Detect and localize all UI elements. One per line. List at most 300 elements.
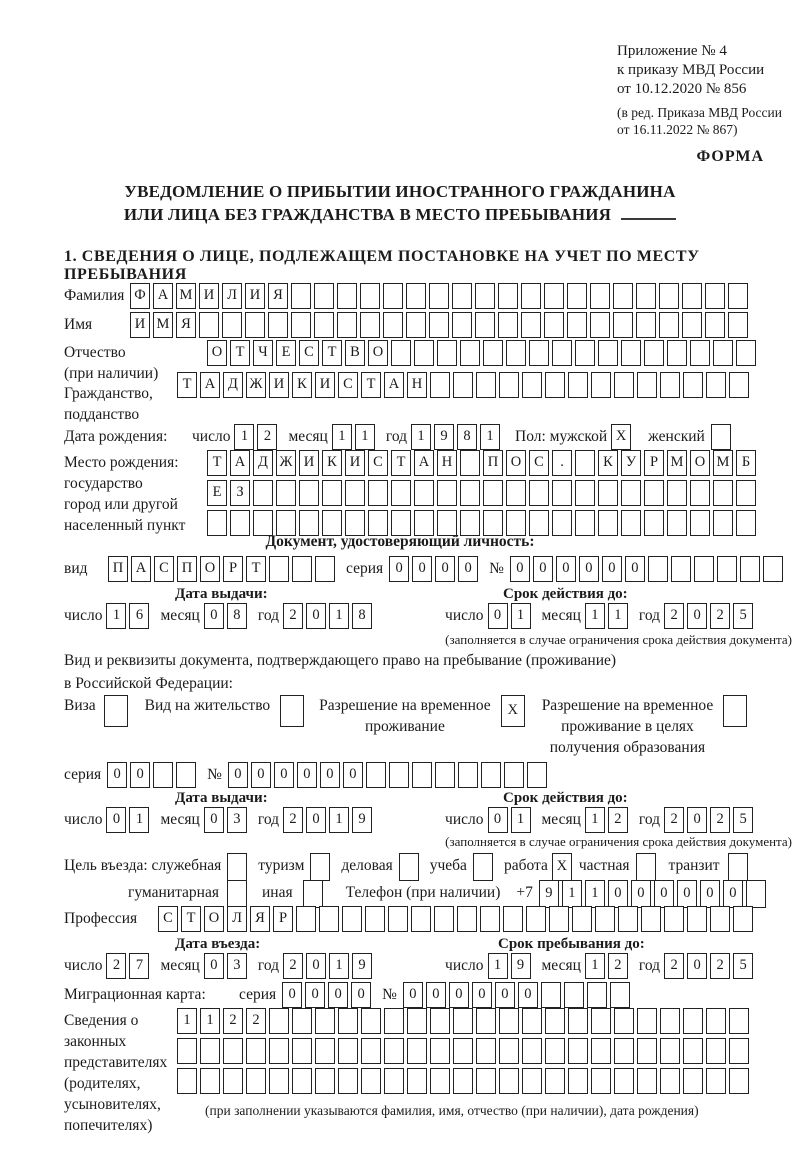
char-box[interactable]: Д bbox=[223, 372, 243, 398]
char-box[interactable] bbox=[269, 1068, 289, 1094]
char-box[interactable] bbox=[590, 283, 610, 309]
purpose-study-checkbox[interactable] bbox=[473, 853, 496, 881]
phone-field[interactable] bbox=[539, 880, 769, 908]
char-box[interactable] bbox=[711, 424, 731, 450]
char-box[interactable] bbox=[706, 1008, 726, 1034]
char-box[interactable]: Р bbox=[644, 450, 664, 476]
purpose-business-checkbox[interactable] bbox=[399, 853, 422, 881]
purpose-tourism-checkbox[interactable] bbox=[310, 853, 333, 881]
permit-issue-month-field[interactable] bbox=[204, 807, 250, 833]
char-box[interactable]: А bbox=[414, 450, 434, 476]
char-box[interactable]: 1 bbox=[329, 953, 349, 979]
char-box[interactable]: 1 bbox=[106, 603, 126, 629]
char-box[interactable] bbox=[361, 1038, 381, 1064]
char-box[interactable] bbox=[476, 372, 496, 398]
char-box[interactable] bbox=[429, 312, 449, 338]
char-box[interactable] bbox=[660, 372, 680, 398]
temp-permit-checkbox[interactable] bbox=[501, 695, 528, 727]
char-box[interactable] bbox=[345, 480, 365, 506]
char-box[interactable]: О bbox=[207, 340, 227, 366]
char-box[interactable] bbox=[368, 480, 388, 506]
char-box[interactable] bbox=[733, 906, 753, 932]
char-box[interactable] bbox=[429, 283, 449, 309]
char-box[interactable] bbox=[687, 906, 707, 932]
char-box[interactable]: С bbox=[154, 556, 174, 582]
char-box[interactable]: Е bbox=[276, 340, 296, 366]
char-box[interactable] bbox=[526, 906, 546, 932]
char-box[interactable]: К bbox=[598, 450, 618, 476]
char-box[interactable]: 0 bbox=[328, 982, 348, 1008]
char-box[interactable]: Ж bbox=[246, 372, 266, 398]
char-box[interactable] bbox=[529, 480, 549, 506]
stay-month-field[interactable] bbox=[585, 953, 631, 979]
char-box[interactable] bbox=[549, 906, 569, 932]
char-box[interactable]: 0 bbox=[305, 982, 325, 1008]
char-box[interactable] bbox=[476, 1008, 496, 1034]
entry-day-field[interactable] bbox=[106, 953, 152, 979]
char-box[interactable] bbox=[480, 906, 500, 932]
char-box[interactable]: 1 bbox=[585, 953, 605, 979]
char-box[interactable]: О bbox=[200, 556, 220, 582]
char-box[interactable] bbox=[411, 906, 431, 932]
char-box[interactable] bbox=[253, 480, 273, 506]
char-box[interactable] bbox=[614, 1038, 634, 1064]
char-box[interactable]: 2 bbox=[283, 953, 303, 979]
char-box[interactable] bbox=[522, 1038, 542, 1064]
char-box[interactable] bbox=[728, 283, 748, 309]
char-box[interactable] bbox=[430, 1008, 450, 1034]
char-box[interactable]: А bbox=[153, 283, 173, 309]
char-box[interactable]: X bbox=[552, 853, 572, 881]
char-box[interactable] bbox=[460, 480, 480, 506]
char-box[interactable] bbox=[383, 312, 403, 338]
char-box[interactable]: О bbox=[690, 450, 710, 476]
char-box[interactable] bbox=[399, 853, 419, 881]
char-box[interactable]: 0 bbox=[426, 982, 446, 1008]
char-box[interactable]: 0 bbox=[687, 807, 707, 833]
char-box[interactable]: 0 bbox=[251, 762, 271, 788]
char-box[interactable] bbox=[246, 1038, 266, 1064]
char-box[interactable] bbox=[659, 312, 679, 338]
char-box[interactable] bbox=[291, 312, 311, 338]
char-box[interactable] bbox=[503, 906, 523, 932]
char-box[interactable]: 1 bbox=[511, 603, 531, 629]
char-box[interactable] bbox=[506, 340, 526, 366]
char-box[interactable] bbox=[610, 982, 630, 1008]
char-box[interactable]: Я bbox=[268, 283, 288, 309]
char-box[interactable]: 0 bbox=[608, 880, 628, 908]
char-box[interactable] bbox=[682, 312, 702, 338]
char-box[interactable] bbox=[683, 1068, 703, 1094]
profession-field[interactable] bbox=[158, 906, 756, 932]
char-box[interactable] bbox=[567, 312, 587, 338]
char-box[interactable]: Ч bbox=[253, 340, 273, 366]
char-box[interactable] bbox=[315, 556, 335, 582]
char-box[interactable] bbox=[545, 1008, 565, 1034]
char-box[interactable]: 0 bbox=[488, 603, 508, 629]
char-box[interactable]: 6 bbox=[129, 603, 149, 629]
char-box[interactable]: Т bbox=[246, 556, 266, 582]
char-box[interactable] bbox=[763, 556, 783, 582]
char-box[interactable] bbox=[388, 906, 408, 932]
char-box[interactable] bbox=[476, 1068, 496, 1094]
char-box[interactable]: А bbox=[384, 372, 404, 398]
char-box[interactable] bbox=[414, 480, 434, 506]
char-box[interactable] bbox=[269, 1038, 289, 1064]
entry-year-field[interactable] bbox=[283, 953, 375, 979]
char-box[interactable]: В bbox=[345, 340, 365, 366]
purpose-work-checkbox[interactable] bbox=[552, 853, 575, 881]
char-box[interactable]: 0 bbox=[654, 880, 674, 908]
doc-valid-year-field[interactable] bbox=[664, 603, 756, 629]
char-box[interactable] bbox=[636, 283, 656, 309]
char-box[interactable]: 1 bbox=[329, 603, 349, 629]
char-box[interactable] bbox=[660, 1008, 680, 1034]
char-box[interactable]: 9 bbox=[511, 953, 531, 979]
char-box[interactable] bbox=[384, 1008, 404, 1034]
char-box[interactable]: Д bbox=[253, 450, 273, 476]
char-box[interactable] bbox=[613, 312, 633, 338]
given-name-field[interactable] bbox=[130, 312, 751, 338]
char-box[interactable]: 0 bbox=[449, 982, 469, 1008]
char-box[interactable] bbox=[227, 853, 247, 881]
char-box[interactable] bbox=[292, 556, 312, 582]
char-box[interactable] bbox=[337, 312, 357, 338]
char-box[interactable]: 2 bbox=[664, 807, 684, 833]
char-box[interactable] bbox=[476, 1038, 496, 1064]
char-box[interactable] bbox=[728, 853, 748, 881]
char-box[interactable]: Н bbox=[437, 450, 457, 476]
char-box[interactable]: 1 bbox=[177, 1008, 197, 1034]
char-box[interactable] bbox=[729, 1008, 749, 1034]
char-box[interactable]: 1 bbox=[332, 424, 352, 450]
char-box[interactable] bbox=[706, 1038, 726, 1064]
char-box[interactable] bbox=[360, 283, 380, 309]
char-box[interactable]: М bbox=[667, 450, 687, 476]
char-box[interactable]: И bbox=[345, 450, 365, 476]
char-box[interactable]: 3 bbox=[227, 953, 247, 979]
char-box[interactable]: 0 bbox=[306, 953, 326, 979]
char-box[interactable] bbox=[223, 1038, 243, 1064]
char-box[interactable] bbox=[499, 1008, 519, 1034]
char-box[interactable] bbox=[452, 283, 472, 309]
char-box[interactable] bbox=[637, 1008, 657, 1034]
char-box[interactable] bbox=[590, 312, 610, 338]
char-box[interactable]: 0 bbox=[687, 603, 707, 629]
char-box[interactable] bbox=[544, 283, 564, 309]
char-box[interactable] bbox=[227, 880, 247, 908]
char-box[interactable] bbox=[541, 982, 561, 1008]
char-box[interactable] bbox=[575, 450, 595, 476]
char-box[interactable]: 8 bbox=[352, 603, 372, 629]
char-box[interactable] bbox=[614, 372, 634, 398]
char-box[interactable]: 1 bbox=[585, 880, 605, 908]
char-box[interactable]: 1 bbox=[585, 807, 605, 833]
char-box[interactable]: П bbox=[108, 556, 128, 582]
char-box[interactable] bbox=[683, 1038, 703, 1064]
char-box[interactable] bbox=[705, 283, 725, 309]
doc-issue-day-field[interactable] bbox=[106, 603, 152, 629]
char-box[interactable] bbox=[292, 1038, 312, 1064]
char-box[interactable]: 1 bbox=[200, 1008, 220, 1034]
char-box[interactable]: X bbox=[501, 695, 525, 727]
char-box[interactable]: Л bbox=[222, 283, 242, 309]
char-box[interactable]: 0 bbox=[204, 603, 224, 629]
char-box[interactable]: 1 bbox=[355, 424, 375, 450]
residence-permit-checkbox[interactable] bbox=[280, 695, 307, 727]
char-box[interactable]: 2 bbox=[257, 424, 277, 450]
char-box[interactable]: 1 bbox=[488, 953, 508, 979]
char-box[interactable] bbox=[177, 1068, 197, 1094]
char-box[interactable] bbox=[545, 1038, 565, 1064]
char-box[interactable]: 5 bbox=[733, 603, 753, 629]
char-box[interactable]: 0 bbox=[351, 982, 371, 1008]
char-box[interactable] bbox=[564, 982, 584, 1008]
char-box[interactable] bbox=[572, 906, 592, 932]
char-box[interactable] bbox=[499, 1038, 519, 1064]
char-box[interactable] bbox=[667, 480, 687, 506]
char-box[interactable] bbox=[552, 480, 572, 506]
char-box[interactable]: 1 bbox=[129, 807, 149, 833]
char-box[interactable]: Б bbox=[736, 450, 756, 476]
char-box[interactable]: 0 bbox=[389, 556, 409, 582]
char-box[interactable]: 1 bbox=[234, 424, 254, 450]
permit-valid-day-field[interactable] bbox=[488, 807, 534, 833]
char-box[interactable]: И bbox=[199, 283, 219, 309]
doc-number-field[interactable] bbox=[510, 556, 786, 582]
char-box[interactable] bbox=[705, 312, 725, 338]
char-box[interactable]: О bbox=[368, 340, 388, 366]
birth-place-field-2[interactable] bbox=[207, 480, 759, 506]
char-box[interactable]: 1 bbox=[585, 603, 605, 629]
purpose-transit-checkbox[interactable] bbox=[728, 853, 751, 881]
char-box[interactable]: А bbox=[200, 372, 220, 398]
char-box[interactable] bbox=[613, 283, 633, 309]
char-box[interactable]: 0 bbox=[106, 807, 126, 833]
char-box[interactable]: 1 bbox=[329, 807, 349, 833]
char-box[interactable]: 0 bbox=[687, 953, 707, 979]
char-box[interactable]: Т bbox=[230, 340, 250, 366]
char-box[interactable] bbox=[522, 1008, 542, 1034]
char-box[interactable]: 0 bbox=[533, 556, 553, 582]
char-box[interactable]: С bbox=[338, 372, 358, 398]
char-box[interactable]: 2 bbox=[283, 807, 303, 833]
char-box[interactable] bbox=[338, 1038, 358, 1064]
permit-valid-month-field[interactable] bbox=[585, 807, 631, 833]
char-box[interactable] bbox=[690, 480, 710, 506]
char-box[interactable] bbox=[407, 1068, 427, 1094]
char-box[interactable] bbox=[598, 480, 618, 506]
char-box[interactable] bbox=[618, 906, 638, 932]
char-box[interactable]: 0 bbox=[488, 807, 508, 833]
char-box[interactable]: 1 bbox=[411, 424, 431, 450]
purpose-private-checkbox[interactable] bbox=[636, 853, 659, 881]
char-box[interactable] bbox=[291, 283, 311, 309]
char-box[interactable]: 5 bbox=[733, 953, 753, 979]
char-box[interactable] bbox=[568, 1068, 588, 1094]
char-box[interactable] bbox=[269, 1008, 289, 1034]
doc-kind-field[interactable] bbox=[108, 556, 338, 582]
char-box[interactable] bbox=[729, 372, 749, 398]
char-box[interactable] bbox=[636, 853, 656, 881]
char-box[interactable]: И bbox=[299, 450, 319, 476]
char-box[interactable] bbox=[521, 312, 541, 338]
char-box[interactable] bbox=[430, 372, 450, 398]
char-box[interactable] bbox=[694, 556, 714, 582]
char-box[interactable] bbox=[529, 340, 549, 366]
char-box[interactable]: 0 bbox=[625, 556, 645, 582]
char-box[interactable] bbox=[453, 372, 473, 398]
char-box[interactable]: 9 bbox=[352, 953, 372, 979]
char-box[interactable]: 9 bbox=[434, 424, 454, 450]
stay-day-field[interactable] bbox=[488, 953, 534, 979]
char-box[interactable] bbox=[391, 340, 411, 366]
doc-series-field[interactable] bbox=[389, 556, 481, 582]
char-box[interactable]: С bbox=[368, 450, 388, 476]
char-box[interactable]: 0 bbox=[677, 880, 697, 908]
char-box[interactable] bbox=[498, 312, 518, 338]
doc-valid-month-field[interactable] bbox=[585, 603, 631, 629]
char-box[interactable] bbox=[659, 283, 679, 309]
char-box[interactable] bbox=[575, 340, 595, 366]
birth-day-field[interactable] bbox=[234, 424, 280, 450]
char-box[interactable] bbox=[473, 853, 493, 881]
char-box[interactable] bbox=[522, 1068, 542, 1094]
char-box[interactable]: К bbox=[292, 372, 312, 398]
char-box[interactable] bbox=[552, 340, 572, 366]
doc-valid-day-field[interactable] bbox=[488, 603, 534, 629]
char-box[interactable] bbox=[710, 906, 730, 932]
doc-issue-year-field[interactable] bbox=[283, 603, 375, 629]
purpose-humanitarian-checkbox[interactable] bbox=[227, 880, 250, 908]
char-box[interactable] bbox=[728, 312, 748, 338]
char-box[interactable] bbox=[314, 312, 334, 338]
char-box[interactable]: 0 bbox=[472, 982, 492, 1008]
char-box[interactable]: 0 bbox=[495, 982, 515, 1008]
char-box[interactable]: Т bbox=[177, 372, 197, 398]
char-box[interactable]: . bbox=[552, 450, 572, 476]
char-box[interactable] bbox=[671, 556, 691, 582]
char-box[interactable]: С bbox=[299, 340, 319, 366]
char-box[interactable]: 0 bbox=[343, 762, 363, 788]
patronymic-field[interactable] bbox=[207, 340, 759, 366]
char-box[interactable] bbox=[361, 1008, 381, 1034]
char-box[interactable] bbox=[365, 906, 385, 932]
char-box[interactable]: 0 bbox=[510, 556, 530, 582]
char-box[interactable] bbox=[567, 283, 587, 309]
char-box[interactable] bbox=[522, 372, 542, 398]
legal-reps-field-2[interactable] bbox=[177, 1038, 752, 1064]
char-box[interactable] bbox=[430, 1068, 450, 1094]
char-box[interactable]: 2 bbox=[106, 953, 126, 979]
char-box[interactable] bbox=[591, 372, 611, 398]
char-box[interactable] bbox=[483, 340, 503, 366]
char-box[interactable] bbox=[299, 480, 319, 506]
citizenship-field[interactable] bbox=[177, 372, 752, 398]
char-box[interactable] bbox=[475, 312, 495, 338]
char-box[interactable] bbox=[406, 283, 426, 309]
legal-reps-field-1[interactable] bbox=[177, 1008, 752, 1034]
char-box[interactable] bbox=[389, 762, 409, 788]
migration-series-field[interactable] bbox=[282, 982, 374, 1008]
char-box[interactable] bbox=[614, 1008, 634, 1034]
char-box[interactable]: 2 bbox=[710, 953, 730, 979]
char-box[interactable] bbox=[499, 372, 519, 398]
entry-month-field[interactable] bbox=[204, 953, 250, 979]
char-box[interactable] bbox=[736, 340, 756, 366]
char-box[interactable] bbox=[177, 1038, 197, 1064]
char-box[interactable]: Ф bbox=[130, 283, 150, 309]
char-box[interactable] bbox=[521, 283, 541, 309]
char-box[interactable] bbox=[713, 340, 733, 366]
char-box[interactable] bbox=[498, 283, 518, 309]
temp-permit-edu-checkbox[interactable] bbox=[723, 695, 750, 727]
char-box[interactable] bbox=[338, 1008, 358, 1034]
sex-male-checkbox[interactable] bbox=[611, 424, 634, 450]
char-box[interactable]: С bbox=[158, 906, 178, 932]
char-box[interactable]: 1 bbox=[480, 424, 500, 450]
char-box[interactable] bbox=[483, 480, 503, 506]
char-box[interactable]: Т bbox=[181, 906, 201, 932]
char-box[interactable]: 8 bbox=[227, 603, 247, 629]
char-box[interactable] bbox=[667, 340, 687, 366]
char-box[interactable] bbox=[391, 480, 411, 506]
char-box[interactable] bbox=[337, 283, 357, 309]
char-box[interactable]: А bbox=[230, 450, 250, 476]
char-box[interactable] bbox=[407, 1038, 427, 1064]
char-box[interactable] bbox=[153, 762, 173, 788]
char-box[interactable] bbox=[453, 1038, 473, 1064]
char-box[interactable]: 0 bbox=[518, 982, 538, 1008]
char-box[interactable] bbox=[292, 1008, 312, 1034]
char-box[interactable]: Р bbox=[273, 906, 293, 932]
char-box[interactable] bbox=[544, 312, 564, 338]
char-box[interactable]: И bbox=[130, 312, 150, 338]
char-box[interactable] bbox=[412, 762, 432, 788]
char-box[interactable]: 0 bbox=[282, 982, 302, 1008]
legal-reps-field-3[interactable] bbox=[177, 1068, 752, 1094]
char-box[interactable] bbox=[729, 1038, 749, 1064]
char-box[interactable] bbox=[200, 1068, 220, 1094]
char-box[interactable]: И bbox=[315, 372, 335, 398]
char-box[interactable] bbox=[342, 906, 362, 932]
char-box[interactable] bbox=[587, 982, 607, 1008]
char-box[interactable] bbox=[641, 906, 661, 932]
char-box[interactable] bbox=[452, 312, 472, 338]
char-box[interactable] bbox=[460, 450, 480, 476]
char-box[interactable]: 1 bbox=[608, 603, 628, 629]
char-box[interactable] bbox=[104, 695, 128, 727]
permit-issue-day-field[interactable] bbox=[106, 807, 152, 833]
char-box[interactable] bbox=[475, 283, 495, 309]
char-box[interactable]: 2 bbox=[710, 603, 730, 629]
char-box[interactable] bbox=[504, 762, 524, 788]
birth-year-field[interactable] bbox=[411, 424, 503, 450]
char-box[interactable] bbox=[430, 1038, 450, 1064]
char-box[interactable]: З bbox=[230, 480, 250, 506]
char-box[interactable] bbox=[314, 283, 334, 309]
char-box[interactable]: 2 bbox=[223, 1008, 243, 1034]
char-box[interactable] bbox=[303, 880, 323, 908]
char-box[interactable] bbox=[648, 556, 668, 582]
char-box[interactable] bbox=[223, 1068, 243, 1094]
char-box[interactable] bbox=[338, 1068, 358, 1094]
char-box[interactable] bbox=[296, 906, 316, 932]
char-box[interactable] bbox=[637, 372, 657, 398]
char-box[interactable] bbox=[437, 340, 457, 366]
char-box[interactable]: 2 bbox=[608, 807, 628, 833]
char-box[interactable]: 3 bbox=[227, 807, 247, 833]
